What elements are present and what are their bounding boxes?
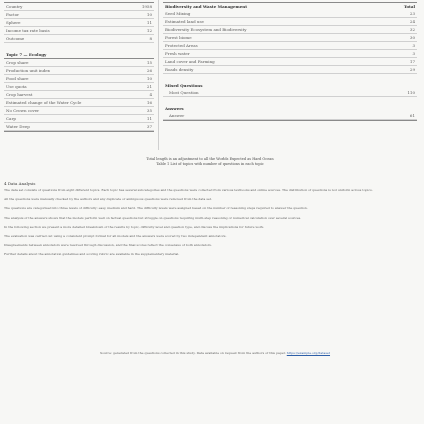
caption-line-2: Table 1 List of topics with number of questions in each topic	[156, 162, 264, 166]
left-topic-table	[4, 2, 154, 132]
section-heading: 4 Data Analysis	[4, 181, 36, 186]
table-row	[163, 42, 417, 50]
row-value: 110	[407, 90, 415, 95]
table-row	[163, 66, 417, 74]
table-row	[163, 89, 417, 97]
row-value: 23	[409, 11, 415, 16]
row-label: Outcome	[6, 36, 25, 41]
row-label: Protected Areas	[165, 43, 198, 48]
row-value: 4	[149, 92, 152, 97]
paragraph: The evaluation was carried out using a consistent prompt format for all models and the answers were scored by two independent annotators.	[4, 234, 227, 239]
row-value: 29	[409, 67, 415, 72]
row-label: Sphere	[6, 20, 21, 25]
paragraph: All the questions were manually checked by the authors and any duplicate or ambiguous questions were removed from the data set.	[4, 197, 212, 202]
row-label: Biodiversity Ecosystem and Biodiversity	[165, 27, 247, 32]
row-label: Country	[6, 4, 23, 9]
row-label: Seed Mixing	[165, 11, 191, 16]
caption-line-1: Total length is an adjustment to all the Worlds Expected as Hard Ocean	[146, 157, 274, 161]
table-caption	[130, 157, 290, 167]
table-row	[4, 35, 154, 43]
table-row	[163, 34, 417, 42]
mixed-title	[163, 82, 417, 89]
table-bottom-rule	[4, 131, 154, 132]
row-value: 10	[146, 12, 152, 17]
row-value: 30	[409, 35, 415, 40]
table-row	[4, 75, 154, 83]
row-label: Forest biome	[165, 35, 192, 40]
row-value: 10	[146, 76, 152, 81]
row-label: No Crown cover	[6, 108, 40, 113]
row-label: Most Question	[169, 90, 199, 95]
mixed-title-text: Mixed Questions	[165, 83, 203, 88]
paragraph: In the following section we present a more detailed breakdown of the results by topic, difficulty level and question type, and discuss the implications for future work.	[4, 224, 265, 229]
table-row	[4, 123, 154, 131]
table-row	[4, 27, 154, 35]
table-row	[4, 83, 154, 91]
row-value: 16	[146, 100, 152, 105]
row-value: 12	[146, 28, 152, 33]
row-value: 32	[409, 27, 415, 32]
table-bottom-rule	[163, 120, 417, 121]
row-value: 35	[146, 108, 152, 113]
row-label: Estimated land use	[165, 19, 204, 24]
row-value: 3	[412, 43, 415, 48]
group-title-text: Topic 7 — Ecology	[6, 52, 47, 57]
footnote-link[interactable]: https://example.org/dataset	[286, 351, 331, 355]
header-value: Total	[403, 4, 415, 9]
right-table-header	[163, 3, 417, 10]
row-value: 17	[409, 59, 415, 64]
table-row	[4, 3, 154, 11]
row-value: 3	[412, 51, 415, 56]
row-value: 11	[146, 116, 152, 121]
table-row	[4, 11, 154, 19]
paragraph: The questions are categorised into three levels of difficulty: easy, medium and hard. The difficulty levels were assigned based on the number of reasoning steps required to answer the question.	[4, 206, 308, 211]
table-row	[163, 18, 417, 26]
row-label: Crop harvest	[6, 92, 33, 97]
left-group-title	[4, 51, 154, 58]
row-value: 37	[146, 124, 152, 129]
table-row	[163, 10, 417, 18]
table-row	[4, 99, 154, 107]
row-value: 1958	[141, 4, 152, 9]
paragraph: Disagreements between annotators were resolved through discussion, and the final scores reflect the consensus of both annotators.	[4, 243, 212, 248]
row-label: Carp	[6, 116, 16, 121]
header-label: Biodiversity and Waste Management	[165, 4, 248, 9]
row-label: Answer	[169, 113, 185, 118]
answers-title-text: Answers	[165, 106, 184, 111]
row-label: Production unit index	[6, 68, 50, 73]
row-value: 26	[146, 68, 152, 73]
row-value: 15	[146, 60, 152, 65]
table-row	[163, 58, 417, 66]
right-topic-table	[163, 2, 417, 121]
row-value: 8	[149, 36, 152, 41]
row-value: 24	[409, 19, 415, 24]
table-row	[4, 107, 154, 115]
paragraph: The data set consists of questions from eight different topics. Each topic has several subcategories and the questions were collected from various textbooks and online sources. The distribution of questions is not uniform across topics.	[4, 188, 373, 192]
table-row	[4, 19, 154, 27]
table-row	[163, 50, 417, 58]
table-row	[163, 26, 417, 34]
body-text	[4, 188, 420, 262]
row-label: Estimated change of the Water Cycle	[6, 100, 82, 105]
row-label: Land cover and Farming	[165, 59, 215, 64]
table-row	[4, 67, 154, 75]
table-row	[4, 91, 154, 99]
row-label: Income tax rate basis	[6, 28, 50, 33]
row-label: Crop share	[6, 60, 29, 65]
row-value: 11	[146, 20, 152, 25]
table-row	[4, 59, 154, 67]
row-label: Water Deep	[6, 124, 30, 129]
table-row	[4, 115, 154, 123]
column-divider	[158, 0, 159, 150]
table-row	[163, 112, 417, 120]
paragraph: The analysis of the answers shows that the models perform well on factual questions but struggle on questions requiring multi-step reasoning or numerical calculation over several sources.	[4, 215, 302, 220]
row-label: Factor	[6, 12, 20, 17]
row-value: 61	[409, 113, 415, 118]
answers-title	[163, 105, 417, 112]
row-label: Fresh water	[165, 51, 190, 56]
row-label: Use quota	[6, 84, 27, 89]
paragraph: Further details about the annotation guidelines and scoring rubric are available in the supplementary material.	[4, 252, 180, 257]
footnote	[40, 351, 390, 356]
row-label: Roads density	[165, 67, 194, 72]
footnote-text: Source: generated from the questions collected in this study. Data available on request from the authors of this paper.	[99, 351, 286, 355]
row-value: 21	[146, 84, 152, 89]
row-label: Food share	[6, 76, 29, 81]
